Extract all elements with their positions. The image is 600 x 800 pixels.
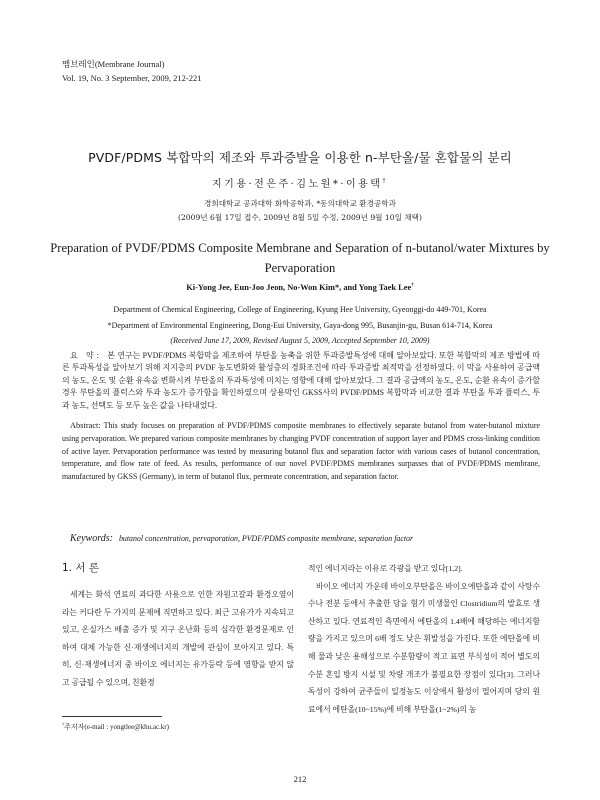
body-left-column [62,560,294,692]
abstract-english-label: Abstract: [70,421,101,430]
english-dates [40,333,560,349]
keywords [70,533,540,544]
english-title: Preparation of PVDF/PDMS Composite Membrane and Separation of n-butanol/water Mixtures by Pervaporation [50,241,550,275]
korean-dates: (2009년 6월 17일 접수, 2009년 8월 5일 수정, 2009년 9월 10일 채택) [178,213,422,222]
footnote-text: 주저자(e-mail : yongtlee@khu.ac.kr) [64,723,169,731]
abstract-korean-label: 요 약: [70,351,102,360]
abstract-korean-text: 본 연구는 PVDF/PDMS 복합막을 제조하여 부탄올 농축을 위한 투과증발특성에 대해 알아보았다. 또한 복합막의 제조 방법에 따른 투과특성을 알아보기 위해 지지층의 PVDF 농도변화와 활성층의 경화조건에 따라 투과증발 최적막을 선정하였다. 이 막을 사용하여 공급액의 농도, 온도 및 순환 유속을 변화시켜 부탄올의 투과특성에 미치는 영향에 대해 알아보았다. 그 결과 공급액의 농도, 온도, 순환 유속이 증가할 경우 부탄올의 플럭스와 투과 농도가 증가함을 확인하였으며 상용막인 GKSS사의 PVDF/PDMS 복합막과 비교한 결과 부탄올 투과 플럭스, 투과 농도, 선택도 등 모두 높은 값을 나타내었다. [62,351,540,410]
abstract-english [62,420,540,484]
korean-title: PVDF/PDMS 복합막의 제조와 투과증발을 이용한 n-부탄올/물 혼합물의 분리 [88,150,512,165]
korean-affiliation-block [40,197,560,225]
english-authors [40,283,560,292]
journal-volume-line: Vol. 19, No. 3 September, 2009, 212-221 [62,73,202,83]
body-paragraph-continued: 적인 에너지라는 이유로 각광을 받고 있다[1,2]. [308,564,463,573]
body-paragraph: 바이오 에너지 가운데 바이오부탄올은 바이오에탄올과 같이 사탕수수나 전분 등에서 추출한 당을 혐기 미생물인 Clostridium의 발효로 생산하고 있다. 연료적인 측면에서 에탄올의 1.4배에 해당하는 에너지함량을 가지고 있으며 6배 정도 낮은 휘발성을 가진다. 또한 에탄올에 비해 물과 낮은 용해성으로 수분함량이 적고 표면 부식성이 적어 별도의 수분 혼입 방지 시설 및 차량 개조가 불필요한 장점이 있다[3]. 그러나 독성이 강하여 균주들이 일정농도 이상에서 활성이 떨어지며 당의 원료에서 에탄올(10~15%)에 비해 부탄올(1~2%)의 농 [308,581,540,714]
body-right-column [308,560,540,718]
korean-authors [40,175,560,190]
korean-authors-text: 지기용·전은주·김노원*·이용택 [212,179,383,190]
section-heading-introduction: 1. 서 론 [62,562,99,574]
korean-authors-mark: † [382,177,388,185]
page-number: 212 [293,774,307,784]
journal-name: 멤브레인(Membrane Journal) [62,59,165,69]
footnote [62,722,169,732]
korean-affiliation: 경희대학교 공과대학 화학공학과, *동의대학교 환경공학과 [204,199,396,208]
keywords-text: butanol concentration, pervaporation, PVDF/PDMS composite membrane, separation factor [118,534,414,543]
english-affiliation-1: Department of Chemical Engineering, College of Engineering, Kyung Hee University, Gyeonggi-do 449-701, Korea [113,305,487,314]
english-dates-text: (Received June 17, 2009, Revised August 5, 2009, Accepted September 10, 2009) [170,336,430,345]
footnote-mark: † [62,721,65,727]
english-authors-mark: † [411,283,414,289]
keywords-label: Keywords: [70,533,113,544]
footnote-divider [62,716,162,717]
english-affiliation-2: *Department of Environmental Engineering, Dong-Eui University, Gaya-dong 995, Busanjin-gu, Busan 614-714, Korea [107,320,493,330]
abstract-korean [62,350,540,412]
english-affiliation-block [40,302,560,349]
abstract-english-text: This study focuses on preparation of PVDF/PDMS composite membranes to effectively separate butanol from water-butanol mixture using pervaporation. We prepared various composite membranes by changing PVDF concentration of support layer and PDMS cross-linking condition of active layer. Pervaporation performance was tested by measuring butanol flux and separation factor with various cases of butanol concentration, temperature, and flow rate of feed. As results, performance of our novel PVDF/PDMS membranes surpasses that of PVDF/PDMS membrane, manufactured by GKSS (Germany), in term of butanol flux, permeate concentration, and separation factor. [62,421,540,482]
english-authors-text: Ki-Yong Jee, Eun-Joo Jeon, No-Won Kim*, and Yong Taek Lee [186,283,412,292]
body-paragraph: 세계는 화석 연료의 과다한 사용으로 인한 자원고갈과 환경오염이라는 커다란 두 가지의 문제에 직면하고 있다. 최근 고유가가 지속되고 있고, 온실가스 배출 증가 및 지구 온난화 등의 심각한 환경문제로 인하여 대체 가능한 신·재생에너지의 개발에 관심이 모아지고 있다. 특히, 신·재생에너지 중 바이오 에너지는 유가등락 등에 영향을 받지 않고 공급될 수 있으며, 친환경 [62,590,294,687]
